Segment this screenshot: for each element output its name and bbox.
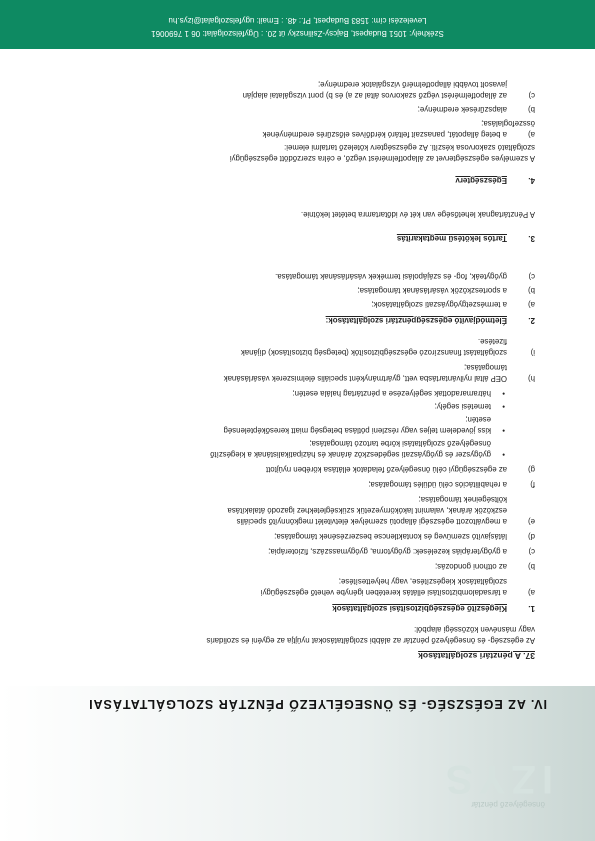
list-item: a)a természetgyógyászati szolgáltatások; [371,300,535,309]
logo-tagline: önsegélyező pénztár [471,800,545,809]
footer-contact: Levelezési cím: 1583 Budapest, Pf.: 48. : Email: ugyfelszolgalat@izys.hu [168,16,427,25]
list-item-cont: eszközök árának, valamint lakókörnyezetük szükségletekhez igazodó átalakítása [227,506,507,515]
intro-line: vagy másnéven közösségi alapból: [414,625,535,634]
list-item-cont: szolgáltatások kiegészítése, vagy helyettesítése; [338,577,507,586]
section-text: A Pénztártagnak lehetősége van két év időtartamra betétet lekötnie. [300,210,535,219]
footer-address: Székhely: 1051 Budapest, Bajcsy-Zsilinszky út 20. : Ügyfélszolgálat: 06 1 7690061 [151,29,444,38]
section-title: Kiegészítő egészségbiztosítási szolgáltatások [332,604,507,613]
chapter-title: IV. AZ EGÉSZSÉG- ÉS ÖNSEGÉLYEZŐ PÉNZTÁR SZOLGÁLTATÁSAI [88,697,547,711]
list-item-cont: költségeinek támogatása; [418,495,507,504]
izys-logo [353,735,553,815]
list-item: c)a gyógyterápiás kezelések: gyógytorna, gyógymasszázs, fizioterápia; [268,547,535,556]
list-item: b)a sporteszközök vásárlásának támogatása; [357,286,535,295]
list-item: g)az egészségügyi célú önsegélyező feladatok ellátása körében nyújtott [266,465,535,474]
intro-line: Az egészség- és önsegélyező pénztár az alábbi szolgáltatásokat nyújtja az egyéni és szolidaris [206,636,535,645]
bullet-item: •temetési segély; [434,402,505,411]
section-heading: 4.Egészségterv [455,176,535,185]
list-item-cont: fizetése. [477,337,507,346]
list-item: a)a beteg állapotát, panaszait feltáró kérdőíves előszűrés eredményének [262,130,535,139]
section-heading: 3.Tartós lekötésű megtakarítás [396,234,535,243]
section-subtitle: 37. A pénztári szolgáltatások [418,651,535,661]
list-item-cont: javasolt további állapotfelmérő vizsgálatok eredménye; [318,80,507,89]
logo-wordmark: IZYS [440,757,553,801]
list-item: c)az állapotfelmérést végző szakorvos által az a) és b) pont vizsgálatai alapján [242,91,535,100]
list-item: d)látásjavító szemüveg és kontaktlencse beszerzésének támogatása; [274,532,535,541]
bullet-item-cont: önsegélyező szolgáltatási körbe tartozó támogatása; [309,439,491,448]
section-number: 1. [528,604,535,613]
list-item: a)a társadalombiztosítási ellátás keretében igénybe vehető egészségügyi [260,588,535,597]
list-item: i)szolgáltatást finanszírozó egészségbiztosítók (betegség biztosítások) díjának [240,348,535,357]
bullet-item: •gyógyszer és gyógyászati segédeszköz árának és házipatikalistának a kiegészítő [210,450,505,459]
list-item-cont: támogatása; [464,363,507,372]
section-heading: 2.Életmódjavító egészségpénztári szolgáltatások: [325,316,535,325]
section-paragraph: szolgáltató szakorvosa készíti. Az egészségterv kötelező tartalmi elemei: [284,143,535,152]
list-item: e)a megváltozott egészségi állapotú személyek életvitelét megkönnyítő speciális [236,517,535,526]
list-item: b)alapszűrések eredménye; [417,105,535,114]
list-item: h)OEP által nyilvántartásba vett, gyártmányként speciális élelmiszerek vásárlásának [223,374,535,383]
footer-bar [0,0,595,49]
list-item: b)az otthoni gondozás; [435,562,535,571]
bullet-item-cont: esetén; [465,415,491,424]
section-paragraph: A személyes egészségtervet az állapotfelmérést végző, e célra szerződött egészségügyi [229,154,535,163]
list-item: c)gyógyteák, fog- és szájápolási termékek vásárlásának támogatása. [275,272,535,281]
section-heading [332,604,535,613]
list-item: f)a rehabilitációs célú üdülés támogatása; [368,480,535,489]
list-item-cont: összefoglalása; [481,119,535,128]
bullet-item: •hátramaradottak segélyezése a pénztártag halála esetén; [292,389,505,398]
bullet-item: •kiss jövedelem teljes vagy részleni pótlása betegség miatt keresőképtelenség [223,426,505,435]
